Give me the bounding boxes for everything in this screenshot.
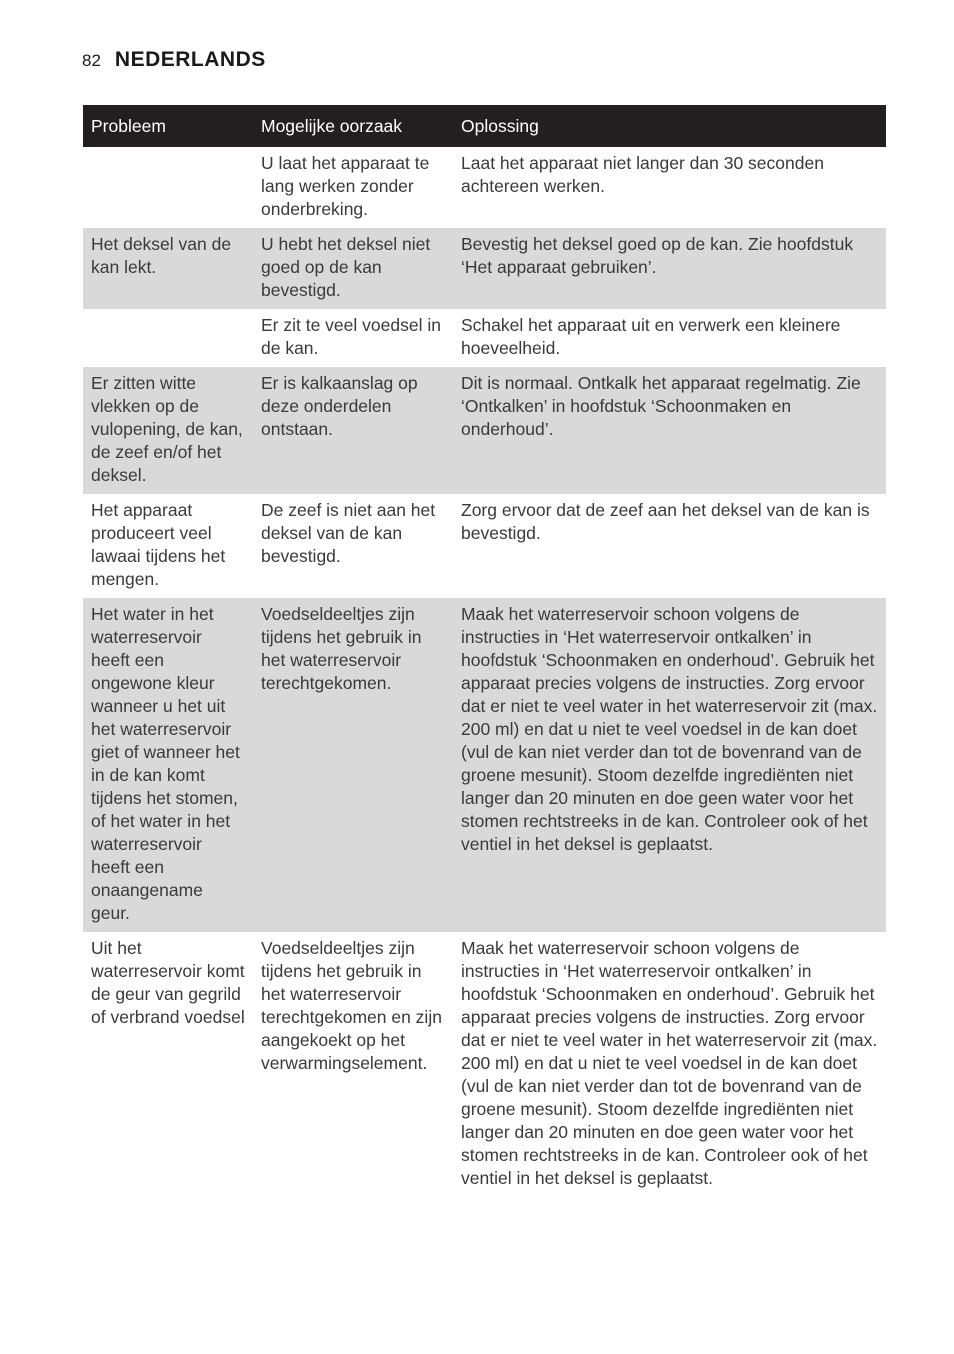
- solution-cell: Laat het apparaat niet langer dan 30 seconden achtereen werken.: [453, 147, 886, 228]
- solution-cell: Zorg ervoor dat de zeef aan het deksel van de kan is bevestigd.: [453, 494, 886, 598]
- problem-cell: Het apparaat produceert veel lawaai tijdens het mengen.: [83, 494, 253, 598]
- cause-cell: Er zit te veel voedsel in de kan.: [253, 309, 453, 367]
- table-row: [83, 494, 886, 598]
- problem-cell: Er zitten witte vlekken op de vulopening, de kan, de zeef en/of het deksel.: [83, 367, 253, 494]
- cause-cell: Voedseldeeltjes zijn tijdens het gebruik in het waterreservoir terechtgekomen en zijn aangekoekt op het verwarmingselement.: [253, 932, 453, 1197]
- solution-cell: Dit is normaal. Ontkalk het apparaat regelmatig. Zie ‘Ontkalken’ in hoofdstuk ‘Schoonmaken en onderhoud’.: [453, 367, 886, 494]
- table-row: [83, 367, 886, 494]
- solution-cell: Maak het waterreservoir schoon volgens de instructies in ‘Het waterreservoir ontkalken’ in hoofdstuk ‘Schoonmaken en onderhoud’. Gebruik het apparaat precies volgens de instructies. Zorg ervoor dat er niet te veel water in het waterreservoir zit (max. 200 ml) en dat u niet te veel voedsel in de kan doet (vul de kan niet verder dan tot de bovenrand van de groene mesunit). Stoom dezelfde ingrediënten niet langer dan 20 minuten en doe geen water voor het stomen rechtstreeks in de kan. Controleer ook of het ventiel in het deksel is geplaatst.: [453, 598, 886, 932]
- section-title: NEDERLANDS: [114, 48, 266, 71]
- troubleshooting-table: [83, 105, 886, 1197]
- page-number: 82: [82, 51, 101, 70]
- cause-cell: U hebt het deksel niet goed op de kan bevestigd.: [253, 228, 453, 309]
- table-row: [83, 147, 886, 228]
- table-row: [83, 598, 886, 932]
- page-header: [82, 48, 266, 72]
- column-header-problem: Probleem: [83, 105, 253, 147]
- table-row: [83, 932, 886, 1197]
- table-header-row: [83, 105, 886, 147]
- column-header-cause: Mogelijke oorzaak: [253, 105, 453, 147]
- solution-cell: Schakel het apparaat uit en verwerk een kleinere hoeveelheid.: [453, 309, 886, 367]
- cause-cell: Er is kalkaanslag op deze onderdelen ontstaan.: [253, 367, 453, 494]
- table-row: [83, 309, 886, 367]
- problem-cell: Het water in het waterreservoir heeft een ongewone kleur wanneer u het uit het waterreservoir giet of wanneer het in de kan komt tijdens het stomen, of het water in het waterreservoir heeft een onaangename geur.: [83, 598, 253, 932]
- cause-cell: De zeef is niet aan het deksel van de kan bevestigd.: [253, 494, 453, 598]
- cause-cell: U laat het apparaat te lang werken zonder onderbreking.: [253, 147, 453, 228]
- problem-cell: Het deksel van de kan lekt.: [83, 228, 253, 309]
- problem-cell: [83, 147, 253, 228]
- column-header-solution: Oplossing: [453, 105, 886, 147]
- table-row: [83, 228, 886, 309]
- solution-cell: Maak het waterreservoir schoon volgens de instructies in ‘Het waterreservoir ontkalken’ in hoofdstuk ‘Schoonmaken en onderhoud’. Gebruik het apparaat precies volgens de instructies. Zorg ervoor dat er niet te veel water in het waterreservoir zit (max. 200 ml) en dat u niet te veel voedsel in de kan doet (vul de kan niet verder dan tot de bovenrand van de groene mesunit). Stoom dezelfde ingrediënten niet langer dan 20 minuten en doe geen water voor het stomen rechtstreeks in de kan. Controleer ook of het ventiel in het deksel is geplaatst.: [453, 932, 886, 1197]
- problem-cell: Uit het waterreservoir komt de geur van gegrild of verbrand voedsel: [83, 932, 253, 1197]
- problem-cell: [83, 309, 253, 367]
- solution-cell: Bevestig het deksel goed op de kan. Zie hoofdstuk ‘Het apparaat gebruiken’.: [453, 228, 886, 309]
- cause-cell: Voedseldeeltjes zijn tijdens het gebruik in het waterreservoir terechtgekomen.: [253, 598, 453, 932]
